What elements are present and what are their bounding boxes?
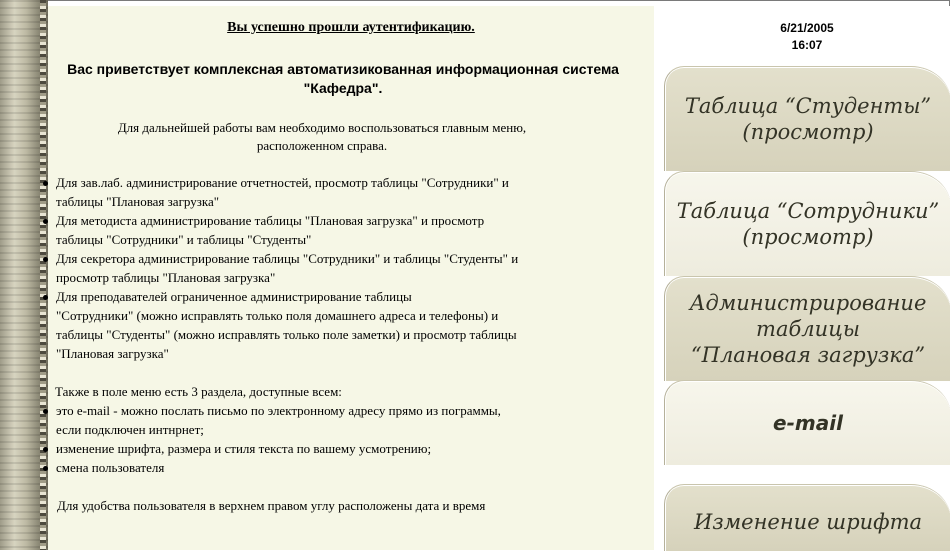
intro-line-2: расположенном справа. <box>256 138 388 153</box>
section-item-font: изменение шрифта, размера и стиля текста по вашему усмотрению; <box>56 441 432 456</box>
role-item-teacher-cont-2: таблицы "Студенты" (можно исправлять только поле заметки) и просмотр таблицы <box>56 327 517 342</box>
bullet-icon <box>43 447 48 452</box>
footer-note: Для удобства пользователя в верхнем правом углу расположены дата и время <box>57 498 486 513</box>
section-item-user: смена пользователя <box>56 460 165 475</box>
role-item-secretary-cont: просмотр таблицы "Плановая загрузка" <box>56 270 276 285</box>
menu-button-email[interactable] <box>664 380 950 465</box>
welcome-line-2: "Кафедра". <box>303 80 383 96</box>
role-item-lab-head: Для зав.лаб. администрирование отчетностей, просмотр таблицы "Сотрудники" и <box>56 175 509 190</box>
welcome-panel <box>48 6 654 550</box>
bullet-icon <box>43 181 48 186</box>
bullet-icon <box>43 466 48 471</box>
bullet-icon <box>43 409 48 414</box>
menu-button-students[interactable] <box>664 66 950 171</box>
menu-button-email-label: e-mail <box>773 411 843 435</box>
menu-button-students-line-1: Таблица “Студенты” <box>684 94 932 118</box>
role-item-methodist-cont: таблицы "Сотрудники" и таблицы "Студенты" <box>56 232 312 247</box>
menu-button-workload-admin-line-2: “Плановая загрузка” <box>690 343 926 367</box>
menu-button-workload-admin[interactable] <box>664 276 950 381</box>
intro-line-1: Для дальнейшей работы вам необходимо воспользоваться главным меню, <box>117 120 527 135</box>
welcome-line-1: Вас приветствует комплексная автоматизикованная информационная система <box>67 61 619 77</box>
role-item-lab-head-cont: таблицы "Плановая загрузка" <box>56 194 220 209</box>
datetime-display <box>654 20 950 54</box>
date-label: 6/21/2005 <box>780 21 834 35</box>
role-item-teacher-cont-1: "Сотрудники" (можно исправлять только поля домашнего адреса и телефоны) и <box>56 308 499 323</box>
menu-button-font-change-label: Изменение шрифта <box>693 510 923 534</box>
role-item-secretary: Для секретора администрирование таблицы "Сотрудники" и таблицы "Студенты" и <box>56 251 519 266</box>
welcome-message <box>48 60 638 98</box>
time-label: 16:07 <box>791 38 823 52</box>
menu-button-staff[interactable] <box>664 171 950 276</box>
sections-intro: Также в поле меню есть 3 раздела, доступные всем: <box>55 384 342 399</box>
section-item-email: это e-mail - можно послать письмо по электронному адресу прямо из пограммы, <box>56 403 501 418</box>
decorative-binding-strip <box>0 0 48 550</box>
menu-button-staff-line-2: (просмотр) <box>742 225 874 249</box>
bullet-icon <box>43 295 48 300</box>
bullet-icon <box>43 219 48 224</box>
bullet-icon <box>43 257 48 262</box>
section-item-email-cont: если подключен интнрнет; <box>56 422 204 437</box>
menu-button-students-line-2: (просмотр) <box>742 120 874 144</box>
role-item-methodist: Для методиста администрирование таблицы "Плановая загрузка" и просмотр <box>56 213 485 228</box>
menu-button-workload-admin-line-1: Администрирование таблицы <box>689 291 927 341</box>
auth-success-title: Вы успешно прошли аутентификацию. <box>227 20 475 35</box>
menu-button-font-change[interactable] <box>664 484 950 551</box>
role-item-teacher: Для преподавателей ограниченное администрирование таблицы <box>56 289 412 304</box>
menu-button-staff-line-1: Таблица “Сотрудники” <box>676 199 940 223</box>
role-item-teacher-cont-3: "Плановая загрузка" <box>56 346 169 361</box>
